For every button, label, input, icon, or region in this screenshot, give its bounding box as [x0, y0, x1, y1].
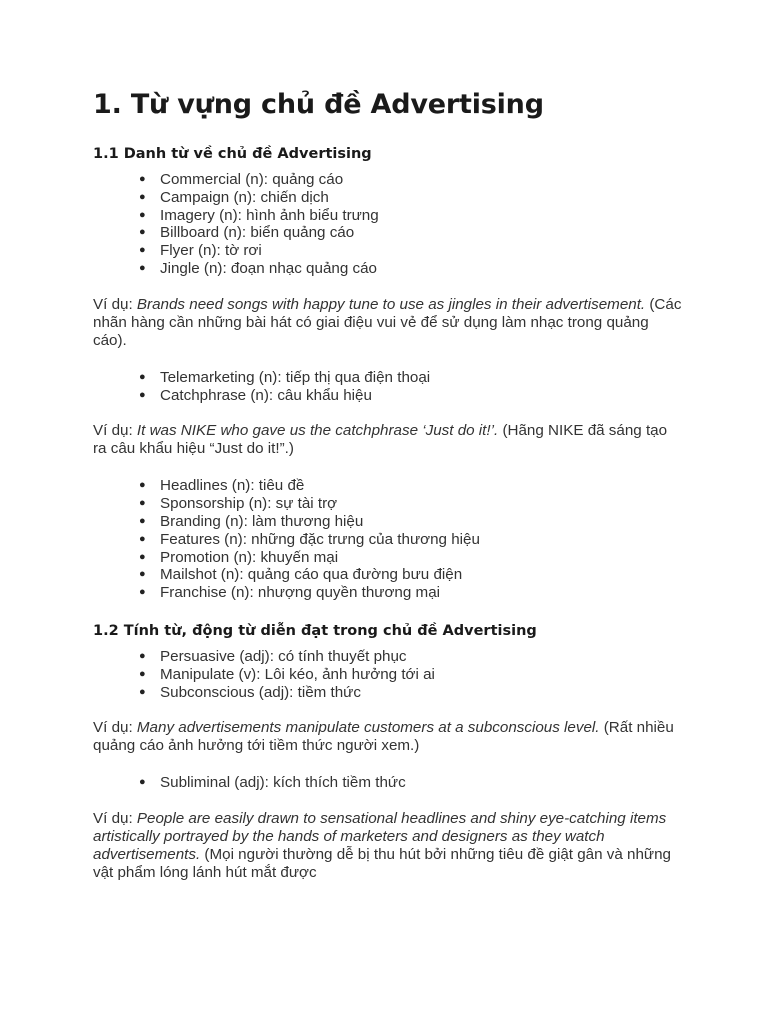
bullet-icon: ● — [139, 226, 146, 239]
example-paragraph-jingles: Ví dụ: Brands need songs with happy tune to use as jingles in their advertisement. (Các nhãn hàng cần những bài hát có giai điệu vui vẻ để sử dụng làm nhạc trong quảng cáo). — [93, 295, 682, 349]
list-item: ● Branding (n): làm thương hiệu — [139, 512, 364, 530]
list-item: ● Subliminal (adj): kích thích tiềm thức — [139, 774, 406, 792]
list-item: ● Subconscious (adj): tiềm thức — [139, 683, 361, 701]
spacer — [93, 458, 683, 477]
bullet-icon: ● — [139, 568, 146, 581]
bullet-icon: ● — [139, 261, 146, 274]
spacer — [93, 278, 683, 296]
document-page — [93, 86, 683, 882]
list-item: ● Features (n): những đặc trưng của thương hiệu — [139, 530, 480, 548]
spacer — [93, 404, 683, 422]
bullet-icon: ● — [139, 370, 146, 383]
bullet-icon: ● — [139, 586, 146, 599]
list-item: ● Promotion (n): khuyến mại — [139, 548, 339, 566]
list-item: ● Telemarketing (n): tiếp thị qua điện thoại — [139, 368, 431, 386]
bullet-icon: ● — [139, 532, 146, 545]
list-item: ● Commercial (n): quảng cáo — [139, 171, 344, 188]
list-item: ● Mailshot (n): quảng cáo qua đường bưu điện — [139, 566, 463, 584]
bullet-icon: ● — [139, 550, 146, 563]
page-title: 1. Từ vựng chủ đề Advertising — [93, 89, 544, 120]
list-item: ● Flyer (n): tờ rơi — [139, 242, 262, 260]
vocab-list-nouns-3 — [93, 477, 683, 602]
vocab-list-adjectives-1 — [93, 648, 683, 701]
example-paragraph-subliminal: Ví dụ: People are easily drawn to sensational headlines and shiny eye-catching items artistically portrayed by the hands of marketers and designers as they watch advertisements. (Mọi người thường dễ bị thu hút bởi những tiêu đề giật gân và những vật phẩm lóng lánh hút mắt được — [93, 810, 671, 882]
list-item: ● Imagery (n): hình ảnh biểu trưng — [139, 206, 379, 224]
list-item: ● Franchise (n): nhượng quyền thương mại — [139, 584, 441, 602]
list-item: ● Manipulate (v): Lôi kéo, ảnh hưởng tới ai — [139, 665, 435, 683]
bullet-icon: ● — [139, 685, 146, 698]
bullet-icon: ● — [139, 479, 146, 492]
bullet-icon: ● — [139, 190, 146, 203]
bullet-icon: ● — [139, 497, 146, 510]
list-item: ● Catchphrase (n): câu khẩu hiệu — [139, 386, 372, 404]
bullet-icon: ● — [139, 388, 146, 401]
example-paragraph-catchphrase: Ví dụ: It was NIKE who gave us the catchphrase ‘Just do it!’. (Hãng NIKE đã sáng tạo ra câu khẩu hiệu “Just do it!”.) — [93, 422, 668, 458]
bullet-icon: ● — [139, 776, 146, 789]
section-heading-nouns: 1.1 Danh từ về chủ đề Advertising — [93, 146, 372, 162]
list-item: ● Sponsorship (n): sự tài trợ — [139, 495, 338, 513]
list-item: ● Billboard (n): biển quảng cáo — [139, 224, 355, 242]
spacer — [93, 701, 683, 719]
vocab-list-nouns-2 — [93, 369, 683, 405]
spacer — [93, 602, 683, 620]
bullet-icon: ● — [139, 208, 146, 221]
list-item: ● Campaign (n): chiến dịch — [139, 188, 329, 206]
spacer — [93, 350, 683, 369]
bullet-icon: ● — [139, 649, 146, 662]
vocab-list-adjectives-2 — [93, 774, 683, 792]
spacer — [93, 792, 683, 810]
bullet-icon: ● — [139, 173, 146, 185]
vocab-list-nouns-1 — [93, 171, 683, 278]
bullet-icon: ● — [139, 514, 146, 527]
bullet-icon: ● — [139, 244, 146, 257]
example-paragraph-manipulate: Ví dụ: Many advertisements manipulate customers at a subconscious level. (Rất nhiều quảng cáo ảnh hưởng tới tiềm thức người xem.) — [93, 719, 674, 755]
list-item: ● Headlines (n): tiêu đề — [139, 477, 305, 495]
list-item: ● Persuasive (adj): có tính thuyết phục — [139, 647, 407, 665]
section-heading-adjectives-verbs: 1.2 Tính từ, động từ diễn đạt trong chủ đề Advertising — [93, 622, 537, 639]
spacer — [93, 755, 683, 774]
bullet-icon: ● — [139, 667, 146, 680]
list-item: ● Jingle (n): đoạn nhạc quảng cáo — [139, 259, 378, 277]
